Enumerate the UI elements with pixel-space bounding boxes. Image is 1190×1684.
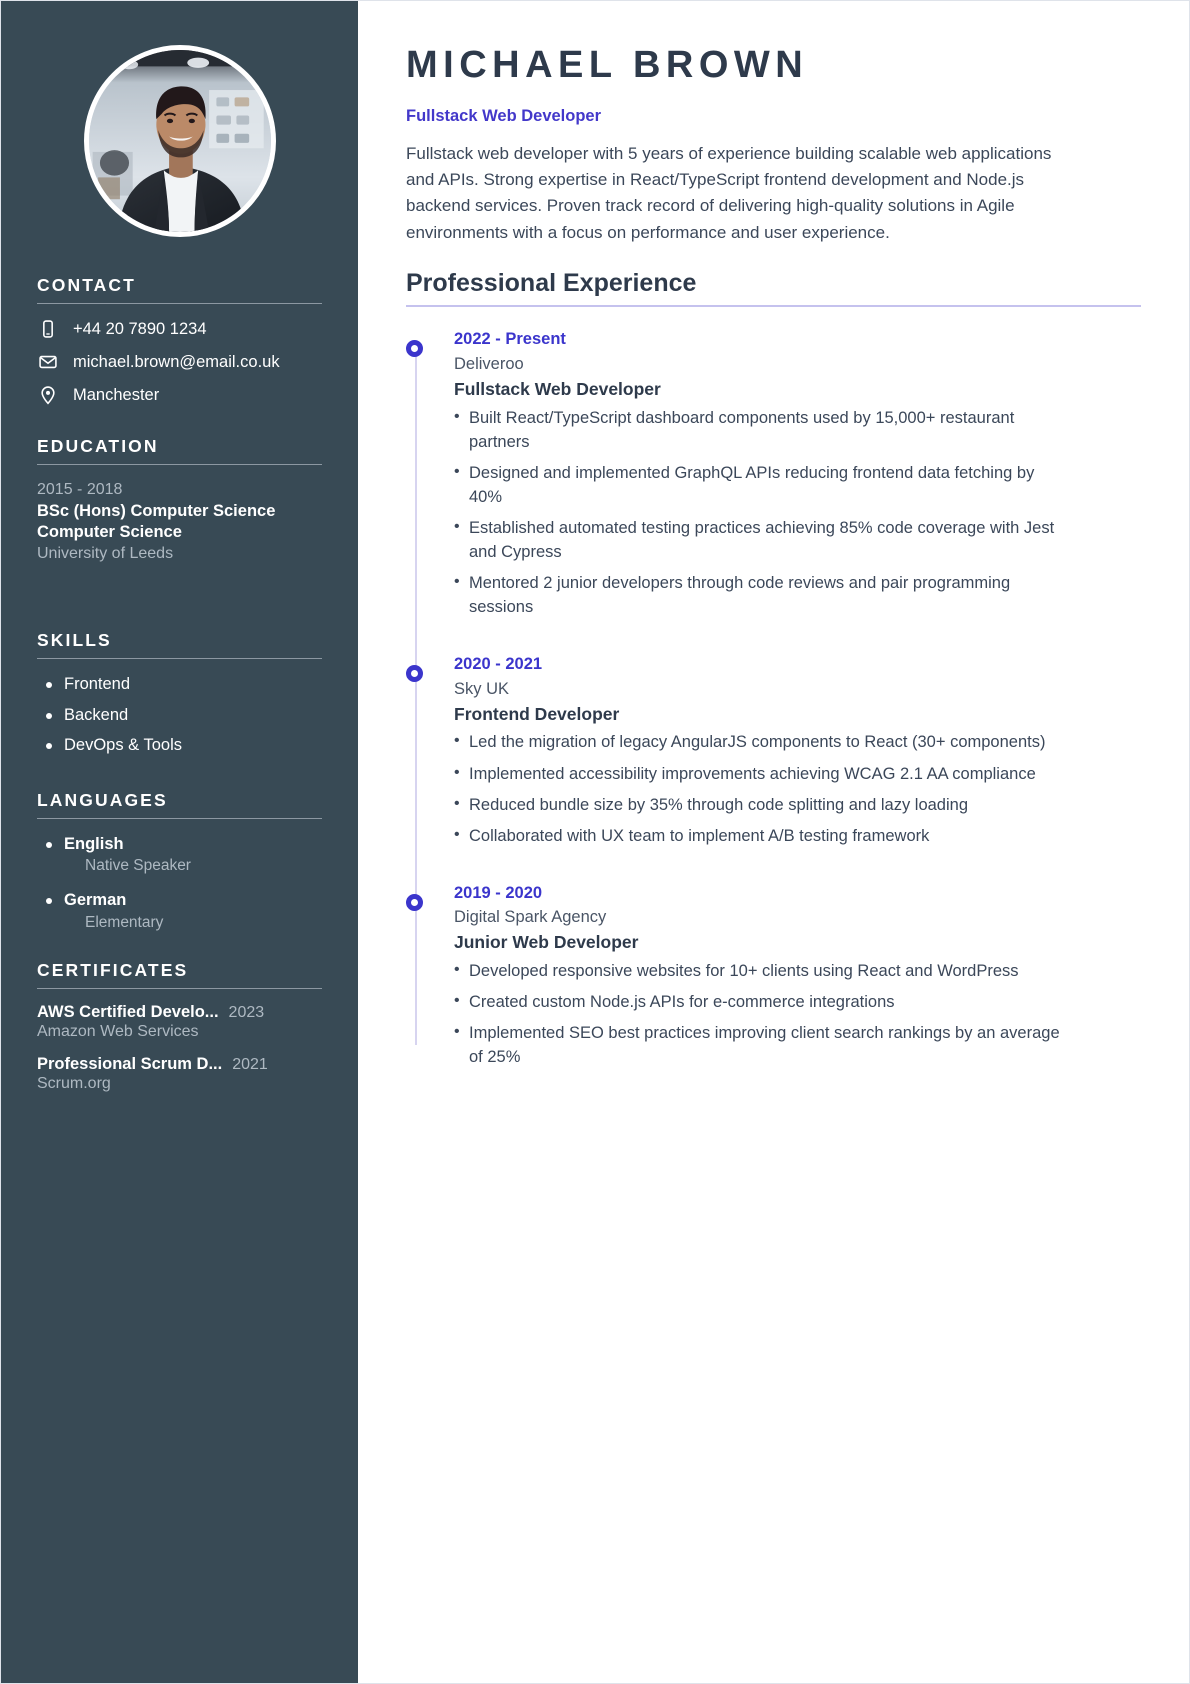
experience-bullet: • Designed and implemented GraphQL APIs reducing frontend data fetching by 40% [454, 461, 1064, 509]
avatar-wrap [37, 45, 322, 237]
skill-item: DevOps & Tools [37, 734, 322, 756]
avatar [84, 45, 276, 237]
languages-divider [37, 818, 322, 819]
experience-item [454, 883, 1141, 1070]
experience-bullet: • Implemented accessibility improvements achieving WCAG 2.1 AA compliance [454, 762, 1064, 786]
contact-phone-value: +44 20 7890 1234 [73, 319, 207, 338]
timeline-dot-icon [406, 340, 423, 357]
contact-email-value: michael.brown@email.co.uk [73, 352, 280, 371]
main-content [358, 1, 1189, 1683]
experience-bullets [454, 406, 1064, 620]
experience-heading: Professional Experience [406, 269, 697, 298]
contact-divider [37, 303, 322, 304]
education-item [37, 479, 322, 564]
experience-title: Fullstack Web Developer [454, 378, 661, 399]
certificate-year: 2021 [232, 1055, 268, 1073]
experience-company: Sky UK [454, 679, 510, 698]
contact-item-location[interactable] [37, 384, 322, 406]
certificates-section [37, 960, 322, 1093]
education-degree: BSc (Hons) Computer Science Computer Science [37, 501, 276, 541]
spacer [37, 946, 322, 960]
certificate-header [37, 1055, 322, 1074]
location-icon [37, 384, 59, 406]
certificate-item [37, 1003, 322, 1041]
language-item [37, 889, 322, 933]
email-icon [37, 351, 59, 373]
certificate-year: 2023 [228, 1003, 265, 1021]
experience-dates: 2022 - Present [454, 330, 566, 349]
spacer [37, 578, 322, 630]
education-institution: University of Leeds [37, 544, 174, 562]
language-level: Native Speaker [85, 857, 191, 875]
certificate-item [37, 1055, 322, 1093]
experience-bullet: • Developed responsive websites for 10+ clients using React and WordPress [454, 959, 1064, 983]
experience-company: Deliveroo [454, 354, 524, 373]
education-heading: EDUCATION [37, 436, 159, 456]
skill-item: Frontend [37, 673, 322, 695]
experience-title: Junior Web Developer [454, 932, 639, 953]
education-section [37, 436, 322, 564]
experience-bullet: • Built React/TypeScript dashboard components used by 15,000+ restaurant partners [454, 406, 1064, 454]
experience-bullets [454, 959, 1064, 1069]
education-divider [37, 464, 322, 465]
contact-section [37, 275, 322, 406]
certificates-divider [37, 988, 322, 989]
certificate-header [37, 1003, 322, 1022]
experience-divider [406, 305, 1141, 307]
timeline-line [415, 343, 417, 1045]
spacer [37, 764, 322, 790]
contact-list [37, 318, 322, 406]
experience-bullet: • Collaborated with UX team to implement A/B testing framework [454, 824, 1064, 848]
experience-timeline [406, 329, 1141, 1069]
language-name: German [64, 891, 127, 910]
languages-list [37, 833, 322, 933]
contact-location-value: Manchester [73, 385, 160, 404]
education-dates: 2015 - 2018 [37, 481, 123, 498]
languages-section [37, 790, 322, 933]
experience-bullets [454, 730, 1064, 847]
experience-dates: 2020 - 2021 [454, 655, 543, 674]
contact-item-email[interactable] [37, 351, 322, 373]
certificate-issuer: Scrum.org [37, 1074, 111, 1092]
experience-bullet: • Created custom Node.js APIs for e-commerce integrations [454, 990, 1064, 1014]
skills-list [37, 673, 322, 756]
language-level: Elementary [85, 913, 164, 931]
experience-title: Frontend Developer [454, 703, 620, 724]
skills-heading: SKILLS [37, 630, 112, 651]
certificates-heading: CERTIFICATES [37, 959, 189, 980]
experience-bullet: • Established automated testing practices achieving 85% code coverage with Jest and Cypress [454, 516, 1064, 564]
contact-heading: CONTACT [37, 275, 136, 295]
skills-divider [37, 658, 322, 659]
languages-heading: LANGUAGES [37, 790, 168, 811]
certificate-name: Professional Scrum D... [37, 1054, 223, 1073]
language-name: English [64, 835, 124, 854]
experience-bullet: • Implemented SEO best practices improving client search rankings by an average of 25% [454, 1021, 1064, 1069]
experience-bullet: • Mentored 2 junior developers through code reviews and pair programming sessions [454, 571, 1064, 619]
experience-item [454, 654, 1141, 848]
experience-bullet: • Reduced bundle size by 35% through code splitting and lazy loading [454, 793, 1064, 817]
skills-section [37, 630, 322, 756]
sidebar [1, 1, 358, 1683]
skill-item: Backend [37, 704, 322, 726]
experience-company: Digital Spark Agency [454, 908, 607, 927]
contact-item-phone[interactable] [37, 318, 322, 340]
certificate-issuer: Amazon Web Services [37, 1022, 199, 1040]
professional-summary: Fullstack web developer with 5 years of experience building scalable web applications and APIs. Strong expertise in React/TypeScript frontend development and Node.js backend services. Proven track record of delivering high-quality solutions in Agile environments with a focus on performance and user experience. [406, 143, 1052, 242]
timeline-dot-icon [406, 894, 423, 911]
phone-icon [37, 318, 59, 340]
experience-bullet: • Led the migration of legacy AngularJS components to React (30+ components) [454, 730, 1064, 754]
language-item [37, 833, 322, 877]
certificate-name: AWS Certified Develo... [37, 1002, 219, 1021]
experience-item [454, 329, 1141, 619]
experience-dates: 2019 - 2020 [454, 883, 543, 902]
job-role-subtitle: Fullstack Web Developer [406, 106, 602, 125]
timeline-dot-icon [406, 665, 423, 682]
profile-photo-icon [89, 50, 271, 232]
page-title: MICHAEL BROWN [406, 44, 809, 86]
